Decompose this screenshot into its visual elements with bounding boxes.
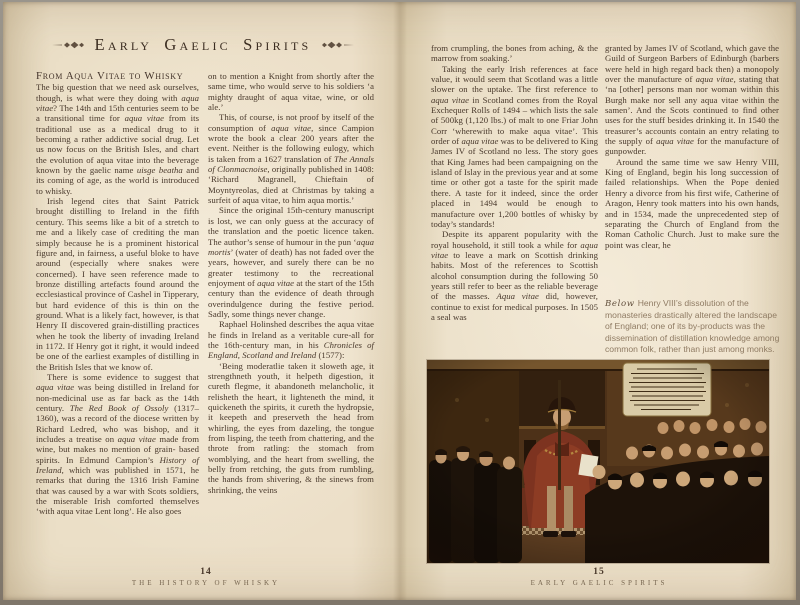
right-page-footer (414, 567, 784, 587)
paragraph: Despite its apparent popularity with the royal household, it still took a while for aqua vitae to leave a mark on Scottish drinking habits. Most of the references to Scottish alcohol consumption during the following 50 years still refer to beer as the reliable beverage of the masses. Aqua vitae did, however, continue to exist for medical purposes. In 1505 a seal was (431, 229, 598, 322)
paragraph: Around the same time we saw Henry VIII, King of England, begin his long succession of failed relationships. When the Pope denied Henry a divorce from his first wife, Catherine of Aragon, Henry took matters into his own hands, and in 1534, made the unprecedented step of separating the Church of England from the Roman Catholic Church. Just to make sure the point was clear, he (605, 156, 779, 250)
book-spread (3, 2, 796, 600)
text-column-right-2 (605, 43, 779, 250)
paragraph: granted by James IV of Scotland, which gave the Guild of Surgeon Barbers of Edinburgh (barbers were held in high regard back then) a monopoly over the manufacture of aqua vitae, stating that ‘na [other] persons man nor woman within this Burgh make nor sell any aqua vitae within the samen’. And the Scots continued to find other uses for the stuff besides drinking it. In 1540 the treasurer’s accounts contain an entry relating to the supply of aqua vitae for the manufacture of gunpowder. (605, 43, 779, 157)
paragraph: on to mention a Knight from shortly after the same time, who would serve to his soldiers ‘a mighty draught of aqua vitae, wine, or old ale.’ (208, 71, 374, 113)
column-paragraphs (208, 71, 374, 495)
text-column-left-1 (36, 71, 199, 517)
page-number: 15 (593, 567, 605, 577)
paragraph: Since the original 15th-century manuscript is lost, we can only guess at the accuracy of the translation and the poetic licence taken. The author’s sense of humour in the pun ‘aqua mortis’ (water of death) has not faded over the years, however, and surely there can be no greater testimony to the recreational enjoyment of aqua vitae at the start of the 15th century than the evidence of death through overindulgence during the festive period. Sadly, some things never change. (208, 205, 374, 319)
caption-text: Henry VIII’s dissolution of the monasteries drastically altered the landscape of England; one of its by-products was the dissemination of distillation knowledge among common folk, rather than just among monks. (605, 298, 780, 354)
chapter-header (18, 35, 388, 55)
text-column-left-2 (208, 71, 374, 495)
paragraph: The big question that we need ask ourselves, though, is what were they doing with aqua vitae? The 14th and 15th centuries seem to be a transitional time for aqua vitae from its traditional use as a medical drug to it becoming a rather addictive social drug. Let us now focus on the British Isles, and chart the evolution of aqua vitae into the beverage known by the gaelic name uisge beatha and its coming of age, as the world is introduced to whisky. (36, 82, 199, 196)
paragraph: from crumpling, the bones from aching, & the marrow from soaking.’ (431, 43, 598, 64)
paragraph: ‘Being moderatlie taken it sloweth age, it strengthneth youth, it helpeth digestion, it cureth flegme, it abandoneth melancholic, it relisheth the heart, it lighteneth the mind, it quickeneth the spirits, it cureth the hydropsie, it keepeth and preserveth the head from whirling, the eyes from dazeling, the tongue from lisping, the teeth from chattering, and the throte from ratling: the stomach from womblying, and the heart from swelling, the belly from retching, the guts from rumbling, the hands from shivering, & the sinews from shrinking, the veins (208, 360, 374, 495)
leaf-ornament-left-icon (52, 40, 84, 50)
running-footer: EARLY GAELIC SPIRITS (530, 579, 668, 587)
paragraph: Raphael Holinshed describes the aqua vitae he finds in Ireland as a veritable cure-all for the 16th-century man, in his Chronicles of England, Scotland and Ireland (1577): (208, 319, 374, 361)
left-page-footer (21, 567, 391, 587)
column-paragraphs (36, 82, 199, 516)
page-gutter (393, 2, 407, 600)
chapter-title: Early Gaelic Spirits (94, 35, 312, 54)
paragraph: There is some evidence to suggest that aqua vitae was being distilled in Ireland for non-medicinal use as far back as the 14th century. The Red Book of Ossoly (1317–1360), was a record of the diocese written by Richard Ledred, who was bishop, and it includes a treatise on aqua vitae made from wine, but makes no mention of grain- based spirits. In Edmund Campion’s History of Ireland, which was published in 1571, he remarks that during the 1316 Irish Famine that was caused by a war with Scots soldiers, the miserable Irish comforted themselves ‘with aqua vitae Lent long’. He also goes (36, 371, 200, 517)
running-footer: THE HISTORY OF WHISKY (131, 579, 281, 587)
caption-label: Below (605, 299, 635, 309)
section-heading: From Aqua Vitae to Whisky (36, 70, 184, 82)
column-paragraphs (605, 43, 779, 250)
page-number: 14 (200, 567, 212, 577)
paragraph: This, of course, is not proof by itself of the consumption of aqua vitae, since Campion wrote the book a clear 200 years after the event. Neither is the following eulogy, which is taken from a 1627 translation of The Annals of Clonmacnoise, originally published in 1408: ‘Richard Magranell, Chieftain of Moyntyreolas, died at Christmas by taking a surfeit of aqua vitae, to him aqua mortis.’ (208, 112, 374, 206)
image-caption (605, 298, 784, 355)
text-column-right-1 (431, 43, 598, 322)
paragraph: Taking the early Irish references at face value, it would seem that Scotland was a little slower on the uptake. The first reference to aqua vitae in Scotland comes from the Royal Exchequer Rolls of 1494 – which lists the sale of 500kg (1,120 lbs.) of malt to one Friar John Corr ‘wherewith to make aqua vitae’. This order of aqua vitae was to be delivered to King James IV of Scotland no less. The story goes that King James had been campaigning on the island of Islay in the previous year and at some time or other got a taste for the spirit made there. A taste for it indeed, since the order placed in 1494 would be enough to manufacture over 1,200 bottles of whisky by today’s standards! (431, 63, 598, 229)
paragraph: Irish legend cites that Saint Patrick brought distilling to Ireland in the fifth century. This seems like a bit of a stretch to me and a likely case of crediting the man simply because he is a prominent historical figure and, in fairness, a useful bloke to have around (especially where snakes were concerned). I have seen reference made to bronze distilling artefacts found around the ecclesiastical province of Cashel in Tipperary, but hard evidence of this is thin on the ground. What is a likely fact, however, is that Henry II discovered grain-distilling practices when he took the liberty of invading Ireland in 1172. If Henry got it right, it would indeed be one of the earliest examples of distilling in the British Isles that we know of. (36, 196, 199, 372)
henry-viii-barber-surgeons-painting (427, 360, 769, 563)
leaf-ornament-right-icon (322, 40, 354, 50)
column-paragraphs (431, 43, 598, 322)
